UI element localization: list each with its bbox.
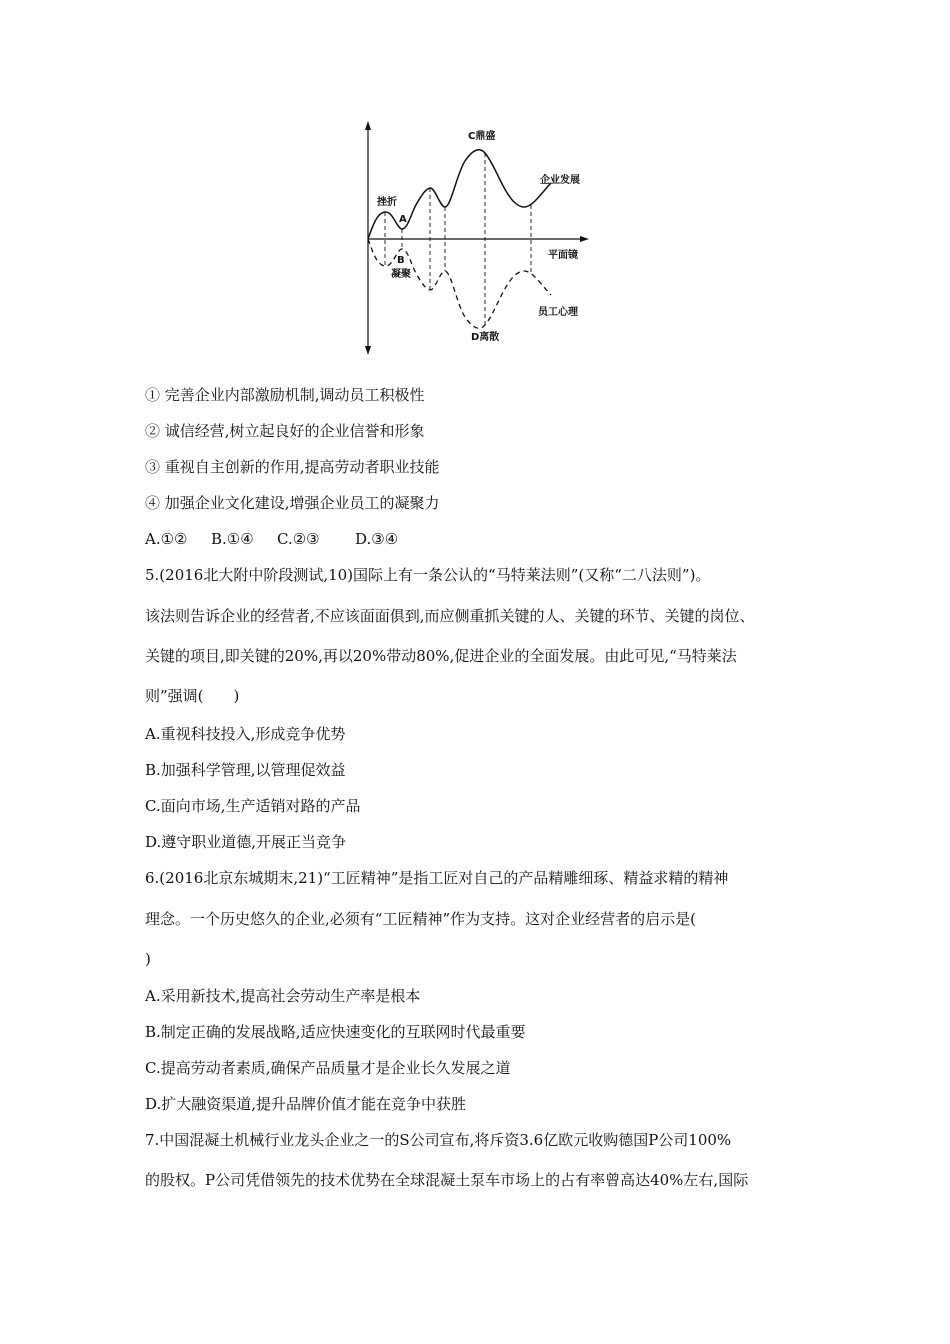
enterprise-development-curve	[368, 150, 551, 239]
diagram-svg	[355, 115, 605, 360]
axis-arrow-right	[580, 236, 589, 242]
employee-psychology-curve	[368, 239, 551, 328]
label-cuozhe: 挫折	[377, 197, 397, 208]
q4-choices	[145, 529, 398, 549]
q6-stem-line-3: )	[145, 950, 151, 968]
label-ningju: 凝聚	[391, 269, 411, 280]
q4-choice-c: C.②③	[277, 530, 320, 548]
q4-option-4: ④ 加强企业文化建设,增强企业员工的凝聚力	[145, 494, 440, 512]
q5-option-d: D.遵守职业道德,开展正当竞争	[145, 833, 347, 851]
q5-stem-line-4: 则”强调( )	[145, 687, 240, 705]
q4-option-2: ② 诚信经营,树立起良好的企业信誉和形象	[145, 422, 425, 440]
label-employee-psychology: 员工心理	[538, 307, 578, 318]
q4-choice-b: B.①④	[211, 530, 254, 548]
q6-stem-line-1: 6.(2016北京东城期末,21)“工匠精神”是指工匠对自己的产品精雕细琢、精益求精的精神	[145, 869, 729, 887]
axis-arrow-down	[365, 346, 371, 355]
q5-option-b: B.加强科学管理,以管理促效益	[145, 761, 346, 779]
q5-stem-line-2: 该法则告诉企业的经营者,不应该面面俱到,而应侧重抓关键的人、关键的环节、关键的岗位、	[145, 607, 755, 625]
label-mirror: 平面镜	[548, 250, 578, 261]
q4-choice-d: D.③④	[355, 530, 399, 548]
q6-option-d: D.扩大融资渠道,提升品牌价值才能在竞争中获胜	[145, 1095, 467, 1113]
q4-option-1: ① 完善企业内部激励机制,调动员工积极性	[145, 386, 425, 404]
label-c: C鼎盛	[468, 131, 496, 142]
q5-stem-line-1: 5.(2016北大附中阶段测试,10)国际上有一条公认的“马特莱法则”(又称“二八法则”)。	[145, 566, 711, 584]
q6-stem-line-2: 理念。一个历史悠久的企业,必须有“工匠精神”作为支持。这对企业经营者的启示是(	[145, 910, 696, 928]
label-enterprise-development: 企业发展	[540, 175, 580, 186]
q7-stem-line-1: 7.中国混凝土机械行业龙头企业之一的S公司宣布,将斥资3.6亿欧元收购德国P公司100%	[145, 1131, 732, 1149]
q6-option-a: A.采用新技术,提高社会劳动生产率是根本	[145, 987, 421, 1005]
q4-choice-a: A.①②	[145, 530, 188, 548]
q5-option-c: C.面向市场,生产适销对路的产品	[145, 797, 361, 815]
label-a: A	[399, 214, 407, 225]
q5-stem-line-3: 关键的项目,即关键的20%,再以20%带动80%,促进企业的全面发展。由此可见,“马特莱法	[145, 647, 737, 665]
axis-arrow-up	[365, 121, 371, 130]
q5-option-a: A.重视科技投入,形成竞争优势	[145, 725, 346, 743]
q6-option-b: B.制定正确的发展战略,适应快速变化的互联网时代最重要	[145, 1023, 526, 1041]
label-d: D离散	[471, 332, 500, 343]
q4-option-3: ③ 重视自主创新的作用,提高劳动者职业技能	[145, 458, 440, 476]
label-b: B	[397, 255, 405, 266]
q7-stem-line-2: 的股权。P公司凭借领先的技术优势在全球混凝土泵车市场上的占有率曾高达40%左右,国际	[145, 1171, 749, 1189]
enterprise-development-diagram	[355, 115, 605, 360]
q6-option-c: C.提高劳动者素质,确保产品质量才是企业长久发展之道	[145, 1059, 511, 1077]
